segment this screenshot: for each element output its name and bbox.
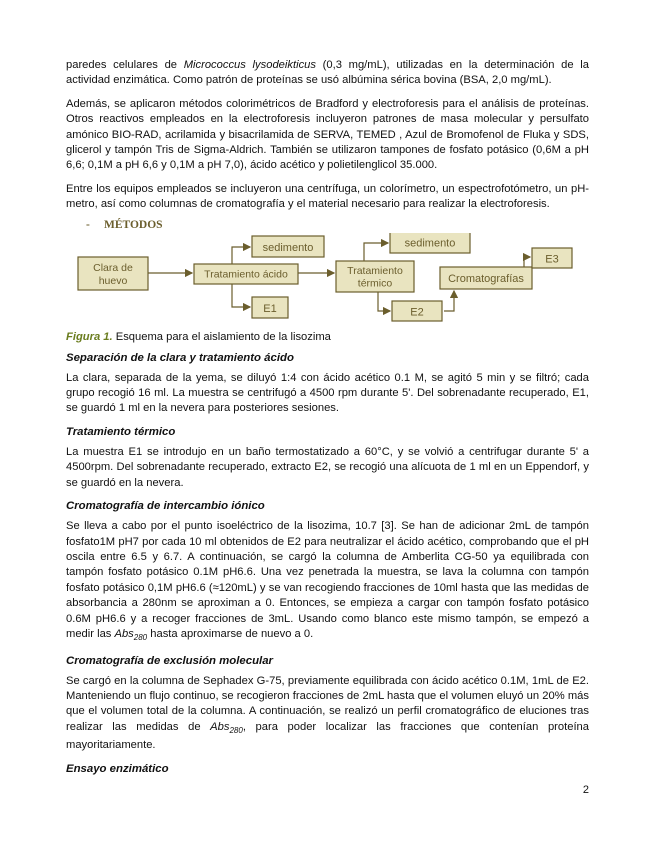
subsection-title: Tratamiento térmico <box>66 425 176 438</box>
math-abs: Abs <box>210 720 230 733</box>
species-name: Micrococcus lysodeikticus <box>183 59 316 71</box>
page-number: 2 <box>582 784 589 796</box>
subsection-title: Ensayo enzimático <box>66 762 169 775</box>
label-acido: Tratamiento ácido <box>204 268 288 281</box>
label-clara-2: huevo <box>98 274 128 287</box>
text-run: , para poder localizar las fracciones que contenían proteína mayoritariamente. <box>66 720 589 752</box>
text-run: Se cargó en la columna de Sephadex G-75, previamente equilibrada con ácido acético 0.1M, 1mL de E2. Manteniendo un flujo continuo, se recogieron fracciones de 2mL hasta que el volumen eluyó un 20% más que el volumen total de la columna. A continuación, se realizó un perfil cromatográfico de eluciones tras realizar las medidas de <box>66 674 589 733</box>
arrow-acido-to-sed1 <box>232 247 250 264</box>
label-e3: E3 <box>545 253 559 266</box>
label-clara-1: Clara de <box>93 261 133 274</box>
arrow-e2-to-cromato <box>444 291 454 311</box>
section-heading-methods <box>66 219 589 231</box>
arrow-termico-to-sed2 <box>364 243 388 261</box>
subsection-text <box>66 674 589 754</box>
subsection-text: La clara, separada de la yema, se diluyó 1:4 con ácido acético 0.1 M, se agitó 5 min y se filtró; cada grupo recogió 16 ml. La muestra se centrifugó a 4500 rpm durante 5'. Del sobrenadante recuperado, E1, se guardó 1 ml en la nevera para posteriores sesiones. <box>66 371 589 415</box>
math-sub: 280 <box>229 726 243 736</box>
figure-label-text: Figura 1 <box>66 330 110 343</box>
paragraph-equipment: Entre los equipos empleados se incluyeron una centrífuga, un colorímetro, un espectrofotómetro, un pH-metro, así como columnas de cromatografía y el material necesario para realizar la electroforesis. <box>66 182 589 211</box>
label-e1: E1 <box>263 302 277 315</box>
label-cromato: Cromatografías <box>448 272 524 285</box>
math-abs: Abs <box>114 627 134 640</box>
math-sub: 280 <box>133 633 148 643</box>
section-title: MÉTODOS <box>104 218 163 231</box>
label-termico-2: térmico <box>357 277 393 290</box>
page-body <box>66 58 589 782</box>
label-termico-1: Tratamiento <box>347 264 403 277</box>
caption-text: Esquema para el aislamiento de la lisozima <box>112 330 331 343</box>
section-dash: - <box>86 218 90 231</box>
paragraph-text: (0,3 mg/mL), utilizadas en la determinación de la actividad enzimática. Como patrón de proteínas se usó albúmina sérica bovina (BSA, 2,0 mg/mL). <box>66 59 589 87</box>
paragraph-reagents <box>66 58 589 89</box>
label-sed1: sedimento <box>262 241 314 254</box>
arrow-acido-to-e1 <box>232 284 250 307</box>
figure-label-dot: . <box>109 330 113 343</box>
subsection-text: La muestra E1 se introdujo en un baño termostatizado a 60°C, y se volvió a centrifugar durante 5' a 4500rpm. Del sobrenadante recuperado, extracto E2, se recogió una alícuota de 1 ml en un Eppendorf, y se guardó en la nevera. <box>66 445 589 489</box>
arrow-termico-to-e2 <box>378 292 390 311</box>
figure-caption <box>66 331 589 343</box>
flow-diagram-svg <box>66 233 589 331</box>
label-e2: E2 <box>410 306 424 319</box>
paragraph-methods-reagents: Además, se aplicaron métodos colorimétricos de Bradford y electroforesis para el análisis de proteínas. Otros reactivos empleados en la electroforesis incluyeron patrones de masa molecular y persulfato amónico BIO-RAD, acrilamida y bisacrilamida de SERVA, TEMED , Azul de Bromofenol de Fluka y SDS, glicerol y tampón Tris de Sigma-Aldrich. También se utilizaron tampones de fosfato potásico (0,6M a pH 6,6; 0,1M a pH 6,6 y 0,1M a pH 7,0), ácido acético y polietilenglicol 35.000. <box>66 97 589 172</box>
figure-label <box>66 331 113 343</box>
paragraph-text: paredes celulares de <box>66 59 184 71</box>
subsection-title: Separación de la clara y tratamiento ácido <box>66 351 294 364</box>
label-sed2: sedimento <box>404 237 456 250</box>
subsection-title: Cromatografía de intercambio iónico <box>66 500 265 513</box>
subsection-title: Cromatografía de exclusión molecular <box>66 654 273 667</box>
text-run: hasta aproximarse de nuevo a 0. <box>147 627 314 640</box>
subsection-text <box>66 519 589 645</box>
flow-diagram <box>66 233 589 331</box>
text-run: Se lleva a cabo por el punto isoeléctrico de la lisozima, 10.7 [3]. Se han de adicionar 2mL de tampón fosfato1M pH7 por cada 10 ml obtenidos de E2 para neutralizar el ácido acético, comprobando que el pH oscila entre 6.5 y 6.7. A continuación, se cargó la columna de Amberlita CG-50 ya equilibrada con tampón fosfato potásico 0.1M pH6.6. Una vez penetrada la muestra, se lava la columna con tampón fosfato potásico 0,1M pH6.6 (≈120mL) y se van recogiendo fracciones de 10ml hasta que las medidas de absorbancia a 280nm se aproximan a 0. Entonces, se empieza a cargar con tampón fosfato potásico 0.6M pH6.6 y a recoger fracciones de 3mL. Usando como blanco este mismo tampón, se empezó a medir las <box>66 520 589 640</box>
flow-labels <box>93 237 559 318</box>
